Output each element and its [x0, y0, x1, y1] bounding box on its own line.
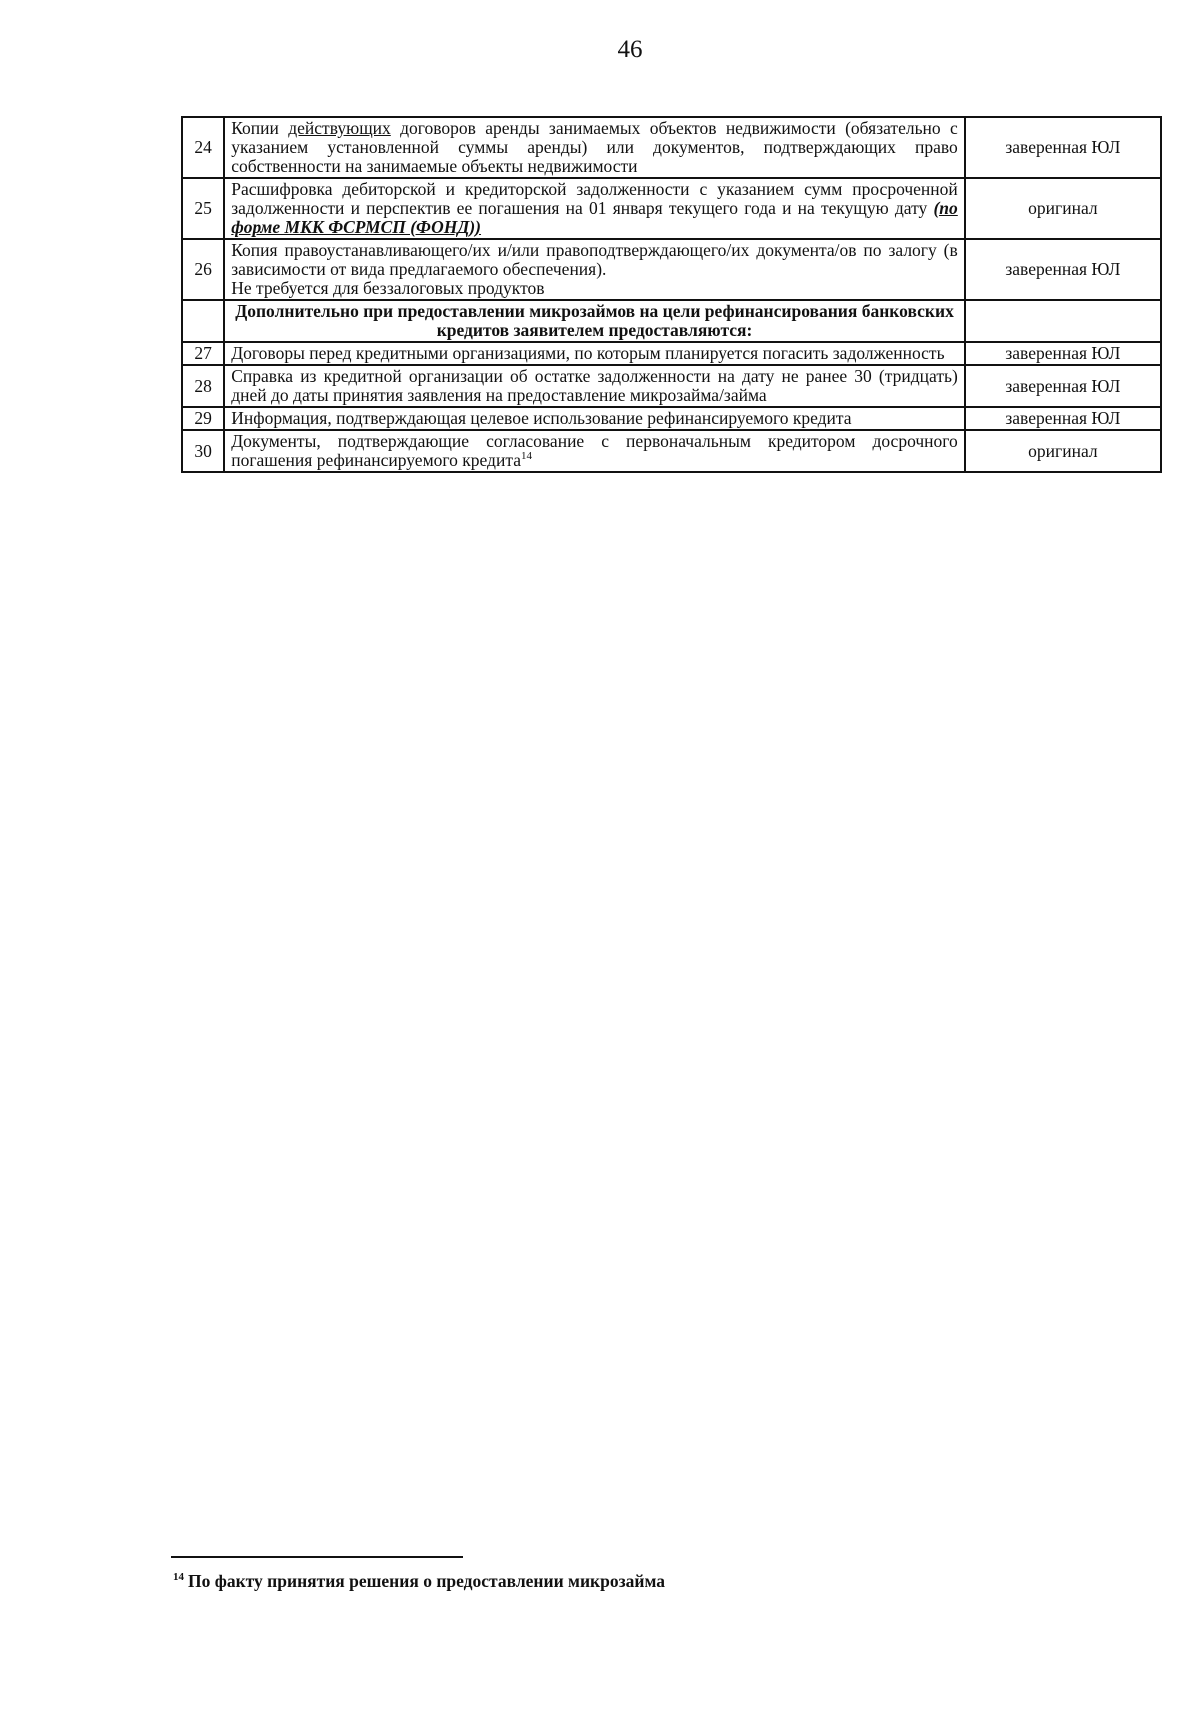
row-number: 25: [182, 178, 224, 239]
footnote-mark: 14: [173, 1571, 184, 1584]
footnote-text: По факту принятия решения о предоставлении микрозайма: [188, 1571, 666, 1591]
row-number: 29: [182, 407, 224, 430]
footnote-reference[interactable]: 14: [520, 450, 532, 463]
section-title: Дополнительно при предоставлении микрозаймов на цели рефинансирования банковских кредитов заявителем предоставляются:: [224, 300, 965, 342]
table-row: [182, 117, 1161, 178]
row-description: Копия правоустанавливающего/их и/или правоподтверждающего/их документа/ов по залогу (в зависимости от вида предлагаемого обеспечения). Не требуется для беззалоговых продуктов: [224, 239, 965, 300]
table-row: [182, 430, 1161, 472]
row-number: 27: [182, 342, 224, 365]
table-row: [182, 365, 1161, 407]
page-number: 46: [617, 36, 643, 63]
table-row: [182, 342, 1161, 365]
row-description: Информация, подтверждающая целевое использование рефинансируемого кредита: [224, 407, 965, 430]
footnote-divider: [171, 1556, 463, 1558]
row-status: заверенная ЮЛ: [965, 365, 1161, 407]
row-description: Договоры перед кредитными организациями, по которым планируется погасить задолженность: [224, 342, 965, 365]
row-number: 24: [182, 117, 224, 178]
row-status: оригинал: [965, 430, 1161, 472]
row-description: Копии действующих договоров аренды занимаемых объектов недвижимости (обязательно с указанием установленной суммы аренды) или документов, подтверждающих право собственности на занимаемые объекты недвижимости: [224, 117, 965, 178]
row-status: заверенная ЮЛ: [965, 407, 1161, 430]
row-status: заверенная ЮЛ: [965, 342, 1161, 365]
row-description: Расшифровка дебиторской и кредиторской задолженности с указанием сумм просроченной задолженности и перспектив ее погашения на 01 января текущего года и на текущую дату (по форме МКК ФСРМСП (ФОНД)): [224, 178, 965, 239]
table-row: [182, 178, 1161, 239]
row-status: оригинал: [965, 178, 1161, 239]
table-row: [182, 239, 1161, 300]
row-status: заверенная ЮЛ: [965, 117, 1161, 178]
row-number: 26: [182, 239, 224, 300]
row-description: Справка из кредитной организации об остатке задолженности на дату не ранее 30 (тридцать) дней до даты принятия заявления на предоставление микрозайма/займа: [224, 365, 965, 407]
footnote: [173, 1571, 665, 1592]
row-number: 30: [182, 430, 224, 472]
section-row: [182, 300, 1161, 342]
row-description: Документы, подтверждающие согласование с первоначальным кредитором досрочного погашения рефинансируемого кредита$^{14}$: [224, 430, 965, 472]
documents-table: [181, 116, 1162, 473]
row-status: заверенная ЮЛ: [965, 239, 1161, 300]
table-row: [182, 407, 1161, 430]
row-number: 28: [182, 365, 224, 407]
